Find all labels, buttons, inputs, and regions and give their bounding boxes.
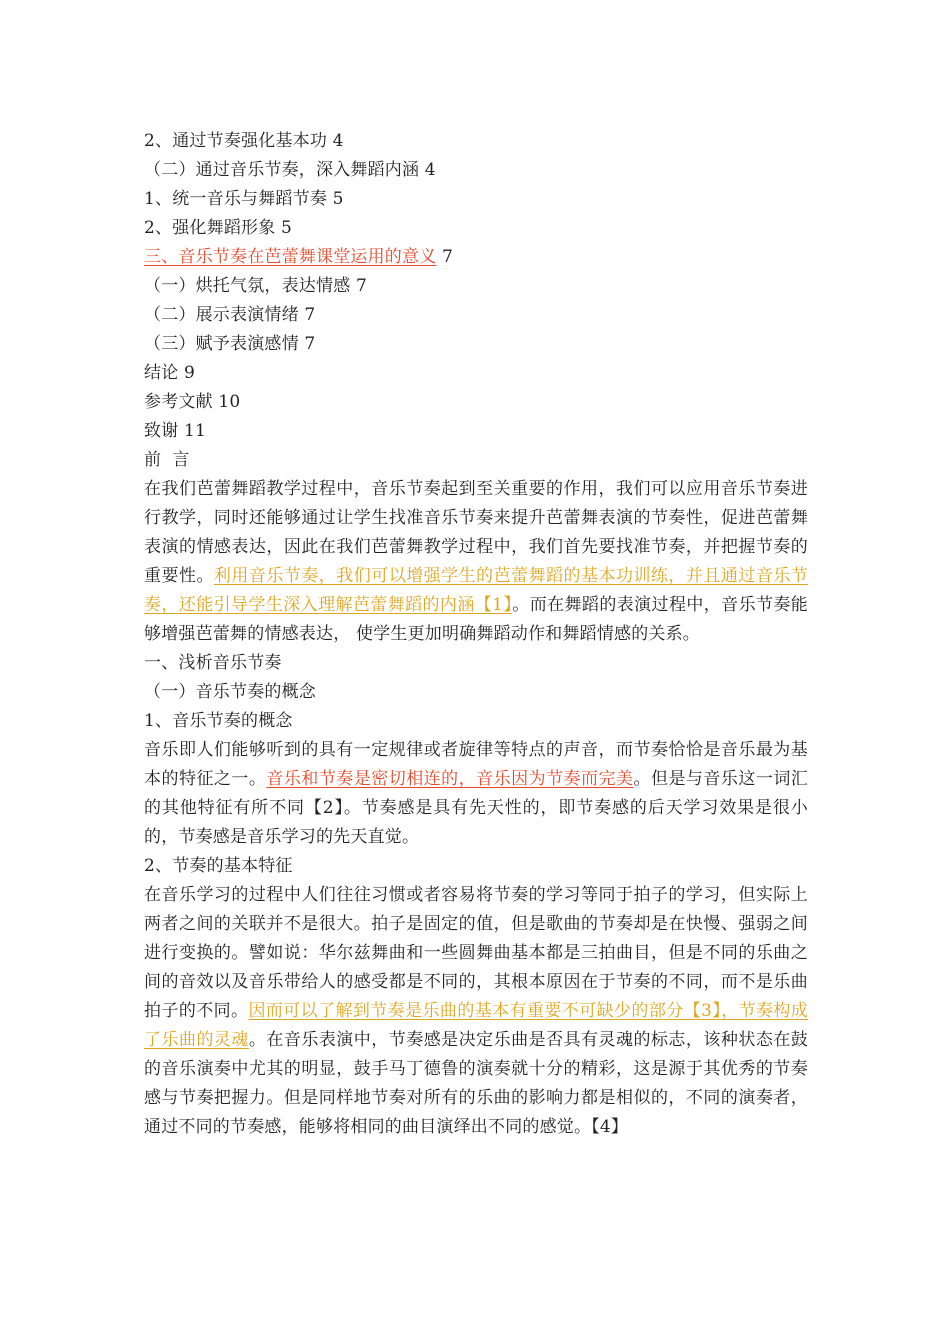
- section-1-paragraph-2: [144, 881, 808, 1142]
- toc-entry: 2、通过节奏强化基本功 4: [144, 131, 344, 151]
- preface-text-a: 在我们芭蕾舞蹈教学过程中，音乐节奏起到至关重要的作用，我们可以应用音乐节奏进行教学，同时还能够通过让学生找准音乐节奏来提升芭蕾舞表演的节奏性，促进芭蕾舞表演的情感表达，因此在我们芭蕾舞教学过程中，我们首先要找准节奏，并把握节奏的重要性。: [144, 479, 808, 586]
- paragraph-text-a: 音乐即人们能够听到的具有一定规律或者旋律等特点的声音，而节奏恰恰是音乐最为基本的特征之一。: [144, 740, 808, 789]
- section-1-heading-2: 2、节奏的基本特征: [144, 856, 293, 876]
- paragraph-text-a: 在音乐学习的过程中人们往往习惯或者容易将节奏的学习等同于拍子的学习，但实际上两者之间的关联并不是很大。拍子是固定的值，但是歌曲的节奏却是在快慢、强弱之间进行变换的。譬如说：华尔兹舞曲和一些圆舞曲基本都是三拍曲目，但是不同的乐曲之间的音效以及音乐带给人的感受都是不同的，其根本原因在于节奏的不同，而不是乐曲拍子的不同。: [144, 885, 808, 1021]
- section-1-title: 一、浅析音乐节奏: [144, 653, 282, 673]
- toc-entry: （一）烘托气氛，表达情感 7: [144, 276, 368, 296]
- toc-entry: （二）通过音乐节奏，深入舞蹈内涵 4: [144, 160, 436, 180]
- section-1-heading-1: 1、音乐节奏的概念: [144, 711, 293, 731]
- preface-paragraph: [144, 475, 808, 649]
- paragraph-highlight-link[interactable]: 因而可以了解到节奏是乐曲的基本有重要不可缺少的部分【3】，节奏构成了乐曲的灵魂: [144, 1001, 808, 1050]
- section-1-paragraph-1: [144, 736, 808, 852]
- preface-title: 前 言: [144, 450, 190, 470]
- document-body: [144, 127, 808, 1142]
- toc-entry-linked: [144, 243, 808, 272]
- toc-entry: （三）赋予表演感情 7: [144, 334, 316, 354]
- toc-entry: 2、强化舞蹈形象 5: [144, 218, 293, 238]
- toc-entry: 结论 9: [144, 363, 196, 383]
- toc-entry: 参考文献 10: [144, 392, 241, 412]
- paragraph-text-b: 。在音乐表演中，节奏感是决定乐曲是否具有灵魂的标志，该种状态在鼓的音乐演奏中尤其的明显，鼓手马丁德鲁的演奏就十分的精彩，这是源于其优秀的节奏感与节奏把握力。但是同样地节奏对所有的乐曲的影响力都是相似的，不同的演奏者，通过不同的节奏感，能够将相同的曲目演绎出不同的感觉。【4】: [144, 1030, 808, 1137]
- paragraph-text-b: 。但是与音乐这一词汇的其他特征有所不同【2】。节奏感是具有先天性的，即节奏感的后天学习效果是很小的，节奏感是音乐学习的先天直觉。: [144, 769, 809, 847]
- preface-highlight-link[interactable]: 利用音乐节奏，我们可以增强学生的芭蕾舞蹈的基本功训练，并且通过音乐节奏，还能引导学生深入理解芭蕾舞蹈的内涵【1】: [144, 566, 808, 615]
- toc-entry: （二）展示表演情绪 7: [144, 305, 316, 325]
- toc-entry: 1、统一音乐与舞蹈节奏 5: [144, 189, 344, 209]
- section-1-subtitle: （一）音乐节奏的概念: [144, 682, 316, 702]
- toc-page-number: 7: [436, 247, 454, 267]
- paragraph-highlight-link[interactable]: 音乐和节奏是密切相连的，音乐因为节奏而完美: [266, 769, 634, 789]
- toc-link-section-3[interactable]: 三、音乐节奏在芭蕾舞课堂运用的意义: [144, 247, 437, 267]
- preface-text-b: 。而在舞蹈的表演过程中，音乐节奏能够增强芭蕾舞的情感表达， 使学生更加明确舞蹈动作和舞蹈情感的关系。: [144, 595, 808, 644]
- toc-entry: 致谢 11: [144, 421, 207, 441]
